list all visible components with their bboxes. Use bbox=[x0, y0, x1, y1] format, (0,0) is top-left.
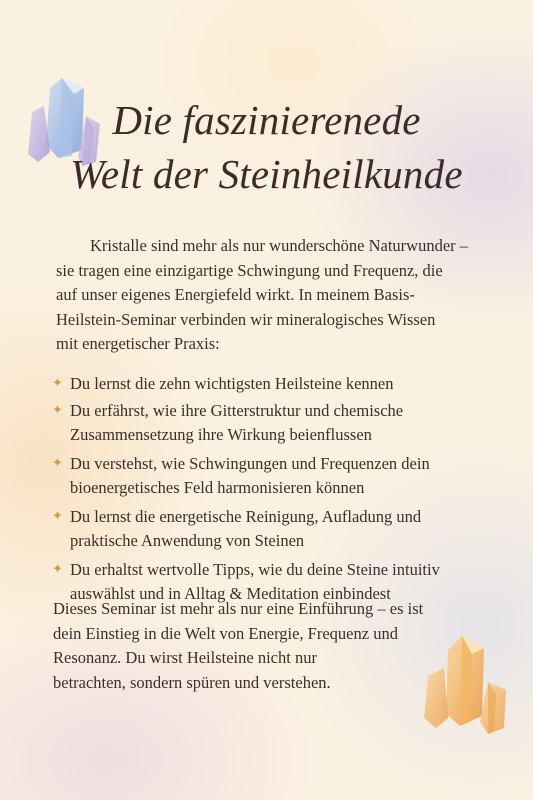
intro-line: Kristalle sind mehr als nur wunderschöne Naturwunder – bbox=[90, 236, 469, 255]
sparkle-bullet-icon: ✦ bbox=[52, 376, 63, 391]
outro-line: betrachten, sondern spüren und verstehen. bbox=[53, 672, 331, 692]
intro-line: mit energetischer Praxis: bbox=[56, 334, 220, 353]
list-item-text: bioenergetisches Feld harmonisieren können bbox=[70, 478, 365, 497]
intro-line: Heilstein-Seminar verbinden wir mineralogisches Wissen bbox=[56, 309, 436, 329]
sparkle-bullet-icon: ✦ bbox=[52, 403, 63, 418]
page-title-line-1: Die faszinierenede bbox=[112, 97, 421, 143]
sparkle-bullet-icon: ✦ bbox=[52, 562, 63, 577]
list-item bbox=[52, 452, 492, 500]
benefits-list bbox=[52, 372, 492, 606]
list-item-text: praktische Anwendung von Steinen bbox=[70, 531, 305, 550]
outro-line: dein Einstieg in die Welt von Energie, Frequenz und bbox=[53, 623, 398, 643]
list-item-text: Zusammensetzung ihre Wirkung beienflussen bbox=[70, 425, 372, 444]
outro-line: Resonanz. Du wirst Heilsteine nicht nur bbox=[53, 648, 317, 667]
list-item-text: Du lernst die energetische Reinigung, Aufladung und bbox=[70, 507, 422, 526]
outro-line: Dieses Seminar ist mehr als nur eine Einführung – es ist bbox=[53, 599, 424, 618]
list-item bbox=[52, 505, 492, 553]
list-item bbox=[52, 399, 492, 447]
intro-line: auf unser eigenes Energiefeld wirkt. In meinem Basis- bbox=[56, 285, 415, 304]
list-item-text: Du erhaltst wertvolle Tipps, wie du deine Steine intuitiv bbox=[70, 560, 440, 579]
sparkle-bullet-icon: ✦ bbox=[52, 456, 63, 471]
list-item-text: Du verstehst, wie Schwingungen und Frequenzen dein bbox=[70, 454, 430, 473]
intro-line: sie tragen eine einzigartige Schwingung und Frequenz, die bbox=[56, 260, 443, 280]
list-item bbox=[52, 372, 492, 396]
page-title-line-2: Welt der Steinheilkunde bbox=[70, 151, 463, 197]
intro-paragraph bbox=[56, 234, 486, 357]
list-item-text: Du lernst die zehn wichtigsten Heilsteine kennen bbox=[70, 374, 394, 393]
list-item-text: Du erfährst, wie ihre Gitterstruktur und chemische bbox=[70, 401, 404, 420]
sparkle-bullet-icon: ✦ bbox=[52, 509, 63, 524]
outro-paragraph bbox=[53, 597, 483, 695]
list-item-text: auswählst und in Alltag & Meditation einbindest bbox=[70, 584, 391, 603]
